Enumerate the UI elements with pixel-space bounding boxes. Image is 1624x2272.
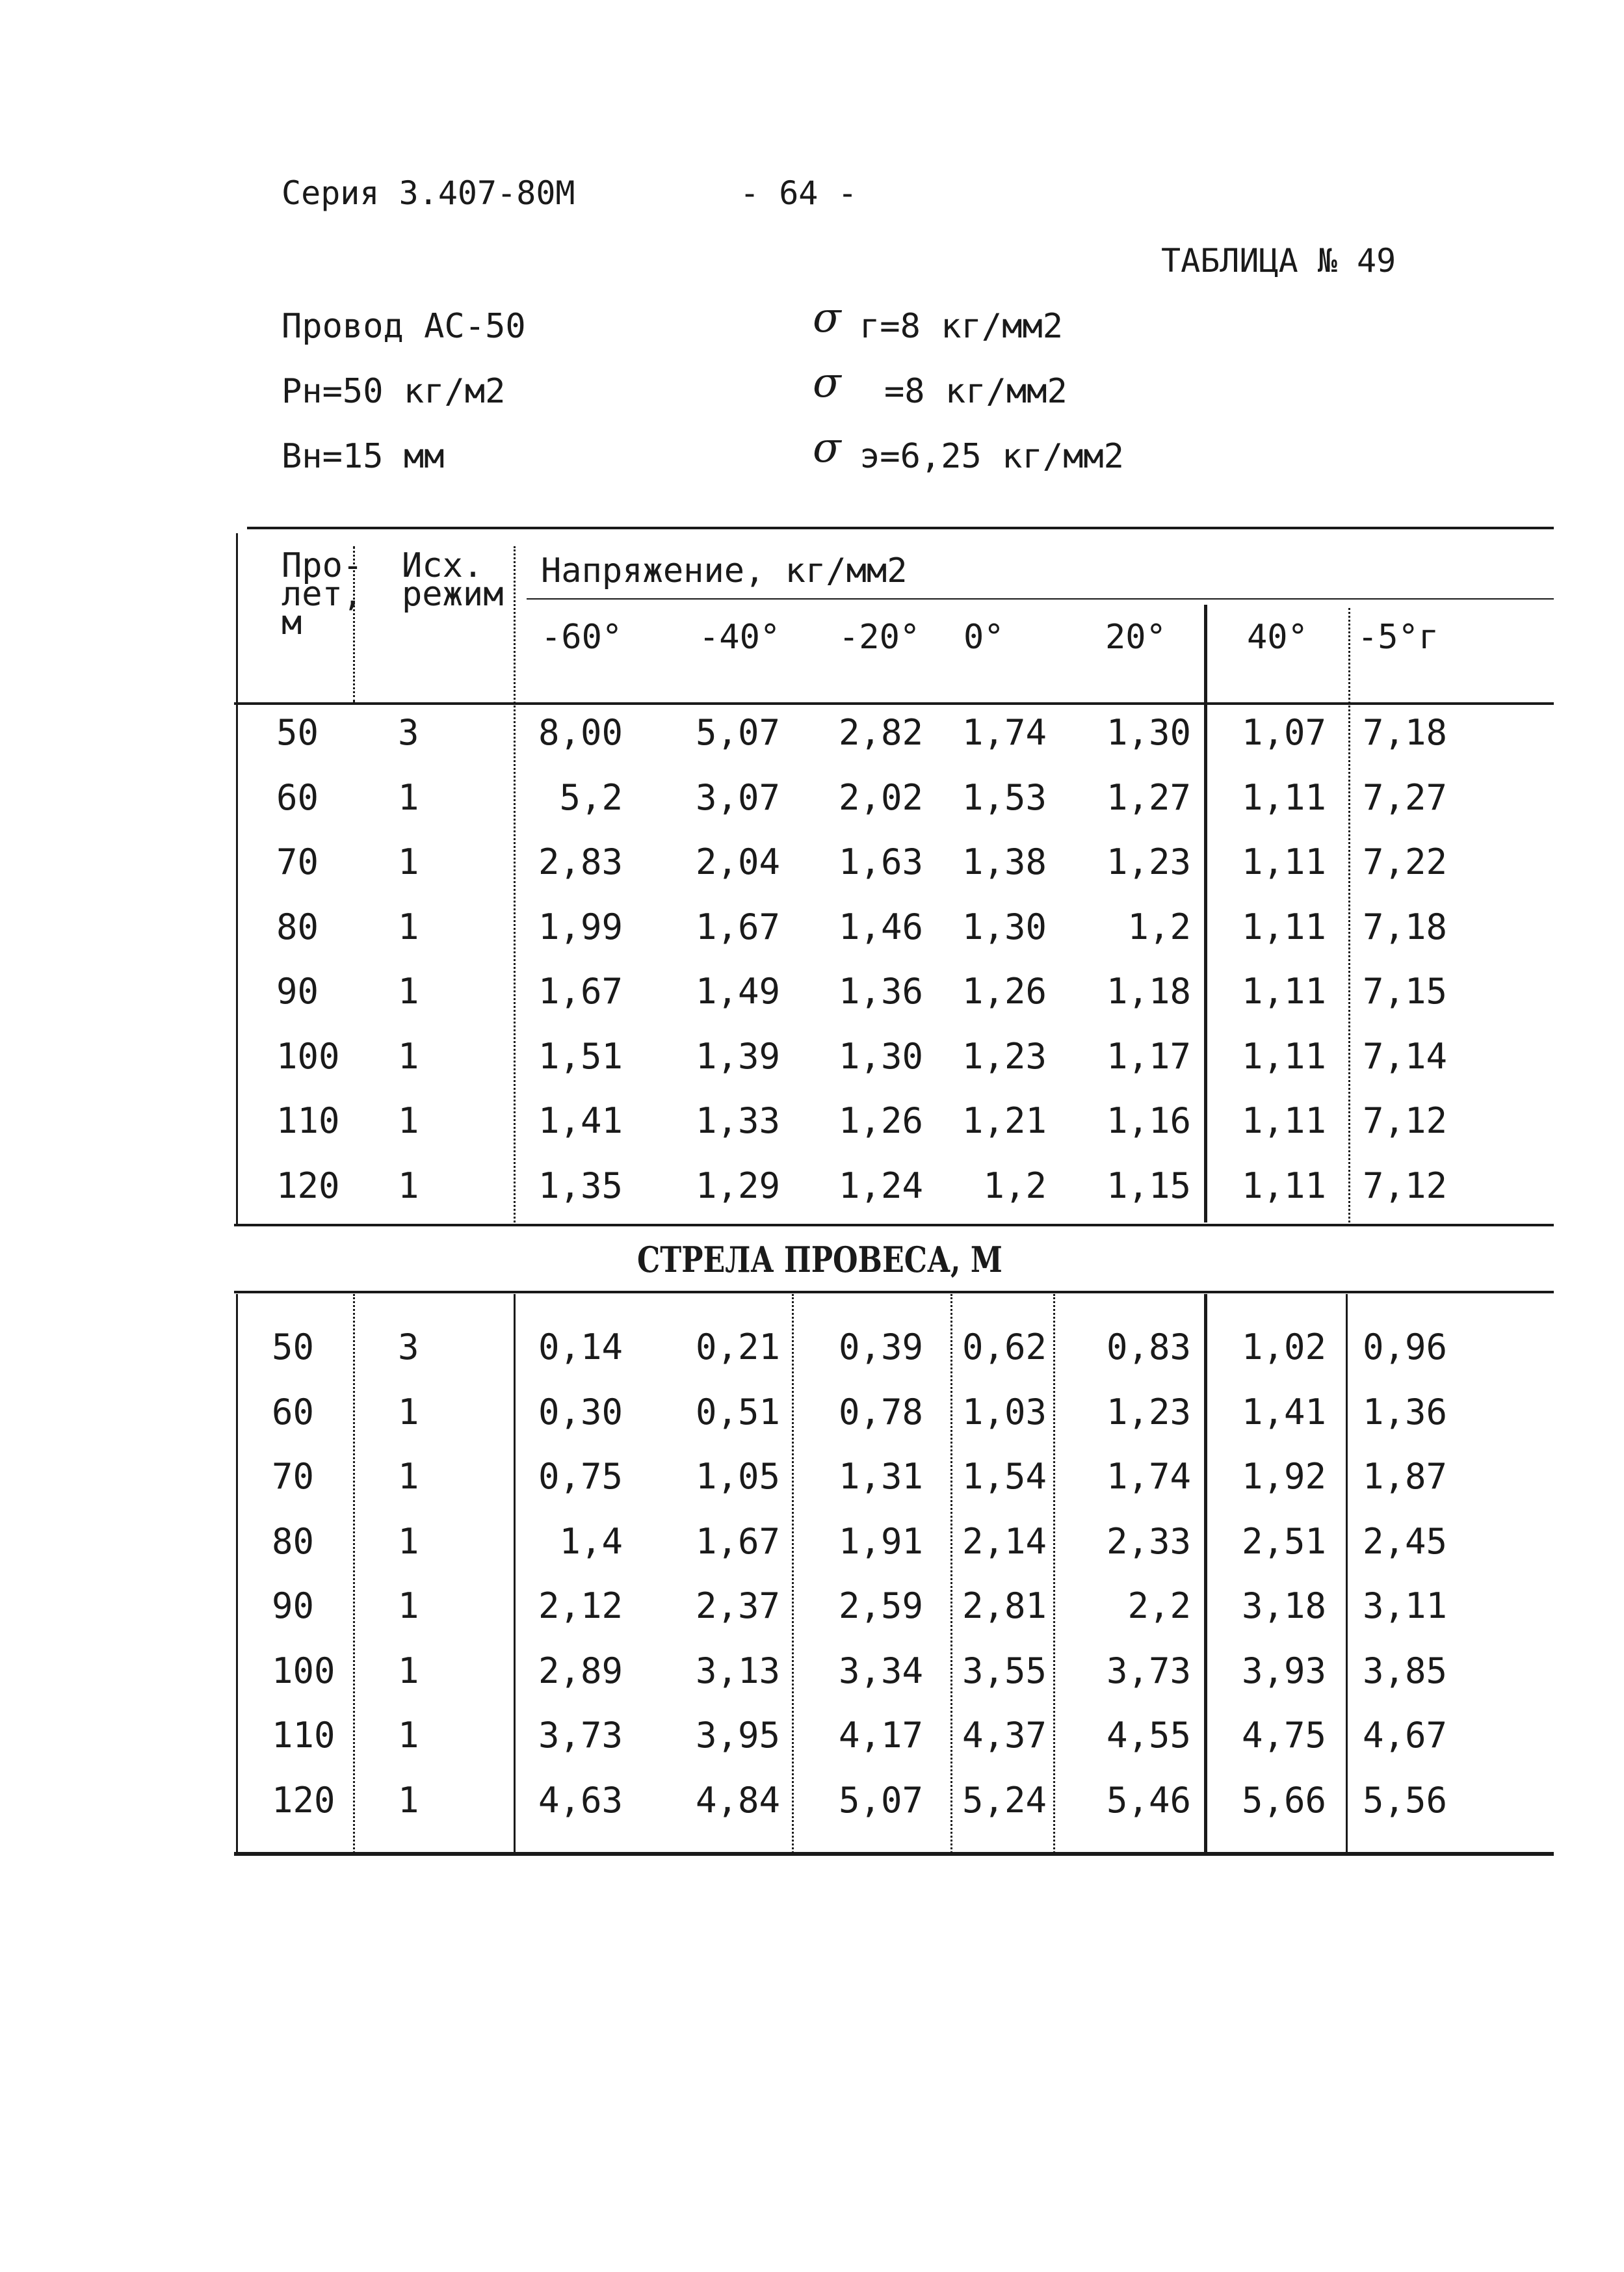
sag-value-cell: 4,17 (838, 1715, 923, 1756)
stress-value-cell: 1,53 (962, 776, 1047, 818)
table-top-rule (247, 527, 1554, 529)
cell-span: 60 (272, 1391, 315, 1433)
stress-value-cell: 1,35 (538, 1165, 623, 1206)
sag-value-cell: 4,55 (1106, 1715, 1191, 1756)
stress-value-cell: 1,11 (1241, 1035, 1326, 1077)
col-header-temp: -40° (699, 618, 781, 657)
sag-value-cell: 1,41 (1241, 1391, 1326, 1433)
cell-mode: 1 (398, 971, 419, 1012)
cell-span: 50 (272, 1327, 315, 1367)
stress-value-cell: 1,30 (962, 906, 1047, 947)
stress-value-cell: 1,63 (838, 841, 923, 882)
sag-value-cell: 0,75 (538, 1456, 623, 1497)
param-ice-thickness: Вн=15 мм (282, 437, 445, 476)
col-header-temp: 20° (1105, 618, 1166, 657)
stress-value-cell: 7,27 (1362, 776, 1447, 818)
sag-value-cell: 4,63 (538, 1779, 623, 1821)
stress-value-cell: 3,07 (695, 776, 780, 818)
sag-value-cell: 1,67 (695, 1520, 780, 1562)
stress-value-cell: 2,83 (538, 841, 623, 882)
stress-value-cell: 1,17 (1106, 1035, 1191, 1077)
sag-value-cell: 0,30 (538, 1391, 623, 1433)
param-wire: Провод АС-50 (282, 307, 526, 346)
cell-mode: 1 (398, 1391, 419, 1433)
sag-value-cell: 2,51 (1241, 1520, 1326, 1562)
stress-value-cell: 1,23 (1106, 841, 1191, 882)
sag-value-cell: 1,03 (962, 1391, 1047, 1433)
col-divider (1204, 1294, 1207, 1853)
sigma-symbol: σ (813, 359, 841, 407)
col-divider (514, 1294, 516, 1853)
sag-value-cell: 1,31 (838, 1456, 923, 1497)
stress-value-cell: 1,24 (838, 1165, 923, 1206)
sag-value-cell: 1,92 (1241, 1456, 1326, 1497)
sag-value-cell: 2,12 (538, 1585, 623, 1626)
cell-mode: 3 (398, 712, 419, 753)
sag-value-cell: 5,46 (1106, 1779, 1191, 1821)
param-sigma-g: г=8 кг/мм2 (859, 307, 1064, 346)
stress-value-cell: 1,2 (983, 1165, 1047, 1206)
stress-value-cell: 1,46 (838, 906, 923, 947)
stress-value-cell: 1,11 (1241, 971, 1326, 1012)
stress-value-cell: 1,51 (538, 1035, 623, 1077)
cell-mode: 1 (398, 906, 419, 947)
col-divider (353, 546, 355, 702)
sag-value-cell: 3,73 (538, 1715, 623, 1756)
stress-value-cell: 1,07 (1241, 712, 1326, 753)
sag-value-cell: 1,4 (559, 1520, 623, 1562)
cell-span: 90 (272, 1585, 315, 1626)
cell-span: 120 (276, 1165, 340, 1206)
stress-value-cell: 2,04 (695, 841, 780, 882)
col-header-temp: -20° (839, 618, 921, 657)
col-divider (353, 1294, 355, 1853)
stress-value-cell: 1,11 (1241, 906, 1326, 947)
param-sigma-minus: =8 кг/мм2 (884, 372, 1067, 411)
stress-value-cell: 8,00 (538, 712, 623, 753)
sag-value-cell: 5,24 (962, 1779, 1047, 1821)
stress-value-cell: 1,18 (1106, 971, 1191, 1012)
col-divider (950, 1294, 952, 1853)
sag-value-cell: 2,59 (838, 1585, 923, 1626)
cell-mode: 1 (398, 1456, 419, 1497)
stress-value-cell: 1,23 (962, 1035, 1047, 1077)
stress-value-cell: 1,67 (538, 971, 623, 1012)
cell-mode: 1 (398, 776, 419, 818)
stress-value-cell: 1,21 (962, 1100, 1047, 1141)
sigma-symbol: σ (813, 294, 841, 342)
header-sub-rule (527, 598, 1554, 600)
stress-value-cell: 2,82 (838, 712, 923, 753)
stress-value-cell: 1,36 (838, 971, 923, 1012)
sag-value-cell: 4,84 (695, 1779, 780, 1821)
sag-value-cell: 1,74 (1106, 1456, 1191, 1497)
cell-span: 110 (272, 1715, 335, 1756)
col-header-span: Про- лет, м (282, 546, 363, 642)
sigma-symbol: σ (813, 424, 841, 472)
col-divider (792, 1294, 794, 1853)
stress-value-cell: 1,29 (695, 1165, 780, 1206)
sag-value-cell: 4,37 (962, 1715, 1047, 1756)
stress-value-cell: 1,15 (1106, 1165, 1191, 1206)
table-bottom-rule (234, 1852, 1554, 1856)
cell-mode: 1 (398, 1520, 419, 1562)
cell-mode: 3 (398, 1327, 419, 1367)
sag-value-cell: 3,93 (1241, 1650, 1326, 1691)
stress-value-cell: 5,07 (695, 712, 780, 753)
stress-value-cell: 2,02 (838, 776, 923, 818)
cell-mode: 1 (398, 1165, 419, 1206)
sag-value-cell: 1,36 (1362, 1391, 1447, 1433)
stress-bottom-rule (234, 1224, 1554, 1226)
stress-value-cell: 1,67 (695, 906, 780, 947)
cell-mode: 1 (398, 1715, 419, 1756)
sag-value-cell: 0,21 (695, 1327, 780, 1367)
sag-section-title: СТРЕЛА ПРОВЕСА, М (637, 1239, 1002, 1280)
table-left-border (236, 533, 238, 1226)
col-header-temp: 0° (963, 618, 1004, 657)
stress-value-cell: 1,26 (838, 1100, 923, 1141)
cell-span: 50 (276, 712, 319, 753)
col-divider (514, 546, 516, 1222)
stress-value-cell: 1,2 (1127, 906, 1191, 947)
stress-value-cell: 7,14 (1362, 1035, 1447, 1077)
stress-value-cell: 1,30 (838, 1035, 923, 1077)
cell-span: 80 (276, 906, 319, 947)
cell-span: 80 (272, 1520, 315, 1562)
col-divider (1053, 1294, 1055, 1853)
sag-value-cell: 3,95 (695, 1715, 780, 1756)
stress-value-cell: 1,33 (695, 1100, 780, 1141)
stress-value-cell: 7,22 (1362, 841, 1447, 882)
cell-mode: 1 (398, 1779, 419, 1821)
header-bottom-rule (234, 702, 1554, 705)
sag-value-cell: 1,91 (838, 1520, 923, 1562)
sag-value-cell: 0,62 (962, 1327, 1047, 1367)
page-number: - 64 - (740, 174, 858, 212)
sag-value-cell: 5,07 (838, 1779, 923, 1821)
stress-value-cell: 5,2 (559, 776, 623, 818)
col-header-stress-group: Напряжение, кг/мм2 (541, 551, 908, 590)
cell-mode: 1 (398, 1585, 419, 1626)
stress-value-cell: 7,18 (1362, 906, 1447, 947)
sag-value-cell: 0,51 (695, 1391, 780, 1433)
col-header-temp: -5°г (1357, 618, 1439, 657)
cell-span: 70 (276, 841, 319, 882)
stress-value-cell: 1,11 (1241, 1100, 1326, 1141)
sag-value-cell: 2,33 (1106, 1520, 1191, 1562)
stress-value-cell: 1,38 (962, 841, 1047, 882)
stress-value-cell: 1,41 (538, 1100, 623, 1141)
sag-value-cell: 2,37 (695, 1585, 780, 1626)
sag-value-cell: 2,81 (962, 1585, 1047, 1626)
sag-value-cell: 2,2 (1127, 1585, 1191, 1626)
cell-span: 110 (276, 1100, 340, 1141)
sag-value-cell: 0,39 (838, 1327, 923, 1367)
sag-value-cell: 5,66 (1241, 1779, 1326, 1821)
cell-span: 90 (276, 971, 319, 1012)
sag-value-cell: 3,85 (1362, 1650, 1447, 1691)
col-divider (1348, 608, 1350, 1222)
param-sigma-e: э=6,25 кг/мм2 (859, 437, 1124, 476)
sag-value-cell: 3,73 (1106, 1650, 1191, 1691)
col-header-mode: Исх. режим (402, 546, 504, 614)
sag-value-cell: 3,34 (838, 1650, 923, 1691)
stress-value-cell: 1,11 (1241, 776, 1326, 818)
sag-value-cell: 4,67 (1362, 1715, 1447, 1756)
stress-value-cell: 1,99 (538, 906, 623, 947)
sag-value-cell: 1,02 (1241, 1327, 1326, 1367)
sag-value-cell: 0,14 (538, 1327, 623, 1367)
sag-value-cell: 0,83 (1106, 1327, 1191, 1367)
sag-value-cell: 4,75 (1241, 1715, 1326, 1756)
cell-span: 100 (276, 1035, 340, 1077)
cell-mode: 1 (398, 1100, 419, 1141)
sag-value-cell: 2,14 (962, 1520, 1047, 1562)
stress-value-cell: 7,15 (1362, 971, 1447, 1012)
cell-mode: 1 (398, 841, 419, 882)
param-wind-load: Рн=50 кг/м2 (282, 372, 506, 411)
col-header-temp: 40° (1247, 618, 1308, 657)
sag-top-rule (234, 1291, 1554, 1293)
sag-value-cell: 1,23 (1106, 1391, 1191, 1433)
col-divider (1204, 605, 1207, 1222)
sag-value-cell: 3,13 (695, 1650, 780, 1691)
stress-value-cell: 1,30 (1106, 712, 1191, 753)
stress-value-cell: 1,49 (695, 971, 780, 1012)
sag-value-cell: 3,11 (1362, 1585, 1447, 1626)
col-divider (1346, 1294, 1348, 1853)
sag-value-cell: 1,54 (962, 1456, 1047, 1497)
sag-value-cell: 0,78 (838, 1391, 923, 1433)
sag-value-cell: 2,45 (1362, 1520, 1447, 1562)
stress-value-cell: 1,16 (1106, 1100, 1191, 1141)
stress-value-cell: 1,39 (695, 1035, 780, 1077)
stress-value-cell: 7,12 (1362, 1165, 1447, 1206)
cell-span: 60 (276, 776, 319, 818)
sag-value-cell: 5,56 (1362, 1779, 1447, 1821)
stress-value-cell: 7,18 (1362, 712, 1447, 753)
stress-value-cell: 1,27 (1106, 776, 1191, 818)
cell-mode: 1 (398, 1035, 419, 1077)
stress-value-cell: 1,11 (1241, 1165, 1326, 1206)
sag-value-cell: 3,55 (962, 1650, 1047, 1691)
sag-value-cell: 2,89 (538, 1650, 623, 1691)
series-label: Серия 3.407-80М (282, 174, 575, 212)
table-left-border (236, 1294, 238, 1853)
col-header-temp: -60° (541, 618, 623, 657)
stress-value-cell: 1,11 (1241, 841, 1326, 882)
sag-value-cell: 0,96 (1362, 1327, 1447, 1367)
cell-span: 70 (272, 1456, 315, 1497)
table-number: ТАБЛИЦА № 49 (1161, 242, 1396, 280)
sag-value-cell: 1,87 (1362, 1456, 1447, 1497)
stress-value-cell: 1,26 (962, 971, 1047, 1012)
cell-span: 100 (272, 1650, 335, 1691)
sag-value-cell: 1,05 (695, 1456, 780, 1497)
sag-value-cell: 3,18 (1241, 1585, 1326, 1626)
cell-span: 120 (272, 1779, 335, 1821)
cell-mode: 1 (398, 1650, 419, 1691)
stress-value-cell: 7,12 (1362, 1100, 1447, 1141)
stress-value-cell: 1,74 (962, 712, 1047, 753)
